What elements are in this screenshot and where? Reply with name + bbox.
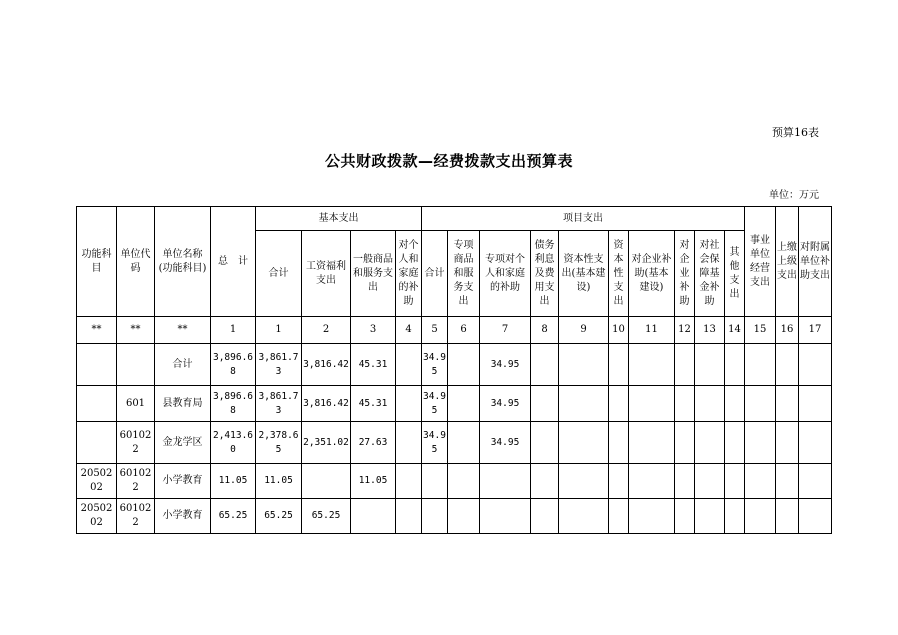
table-row — [77, 464, 832, 499]
table-row — [77, 499, 832, 534]
unit-code-cell — [117, 344, 155, 386]
special-individual-cell — [480, 499, 531, 534]
basic-total-cell: 3,861.73 — [256, 344, 302, 386]
special-goods-cell — [448, 464, 480, 499]
salary-cell: 3,816.42 — [302, 386, 351, 422]
header-subsidy-to-affiliates: 对附属单位补助支出 — [799, 207, 832, 317]
func-subject-cell: 2050202 — [77, 464, 117, 499]
basic-total-cell: 11.05 — [256, 464, 302, 499]
total-cell: 3,896.68 — [211, 386, 256, 422]
budget-table — [76, 206, 832, 534]
header-capital-basic: 资本性支出(基本建设) — [559, 231, 609, 317]
header-func-subject: 功能科目 — [77, 207, 117, 317]
salary-cell: 3,816.42 — [302, 344, 351, 386]
unit-name-cell: 小学教育 — [155, 464, 211, 499]
special-goods-cell — [448, 386, 480, 422]
individual-subsidy-cell — [396, 344, 422, 386]
table-number: 预算16表 — [772, 126, 819, 139]
index-cell: 12 — [675, 317, 695, 344]
unit-name-cell: 合计 — [155, 344, 211, 386]
index-cell: 2 — [302, 317, 351, 344]
header-other: 其他支出 — [725, 231, 745, 317]
special-individual-cell: 34.95 — [480, 386, 531, 422]
unit-code-cell: 601022 — [117, 499, 155, 534]
column-index-row — [77, 317, 832, 344]
func-subject-cell — [77, 344, 117, 386]
header-unit-name: 单位名称(功能科目) — [155, 207, 211, 317]
special-individual-cell: 34.95 — [480, 344, 531, 386]
goods-services-cell — [351, 499, 396, 534]
header-enterprise-subsidy-basic: 对企业补助(基本建设) — [629, 231, 675, 317]
index-cell: 9 — [559, 317, 609, 344]
table-row — [77, 386, 832, 422]
header-goods-services: 一般商品和服务支出 — [351, 231, 396, 317]
header-project-total: 合计 — [422, 231, 448, 317]
header-enterprise-subsidy: 对企业补助 — [675, 231, 695, 317]
total-cell: 2,413.60 — [211, 422, 256, 464]
header-capital: 资本性支出 — [609, 231, 629, 317]
index-cell: 16 — [776, 317, 799, 344]
header-institution-operating: 事业单位经营支出 — [745, 207, 776, 317]
header-individual-subsidy: 对个人和家庭的补助 — [396, 231, 422, 317]
goods-services-cell: 45.31 — [351, 386, 396, 422]
index-cell: 4 — [396, 317, 422, 344]
special-goods-cell — [448, 422, 480, 464]
basic-total-cell: 3,861.73 — [256, 386, 302, 422]
goods-services-cell: 11.05 — [351, 464, 396, 499]
index-cell: 13 — [695, 317, 725, 344]
func-subject-cell — [77, 422, 117, 464]
table-row — [77, 422, 832, 464]
total-cell: 65.25 — [211, 499, 256, 534]
project-total-cell: 34.95 — [422, 422, 448, 464]
header-special-individual: 专项对个人和家庭的补助 — [480, 231, 531, 317]
special-individual-cell: 34.95 — [480, 422, 531, 464]
index-cell: ** — [117, 317, 155, 344]
index-cell: 7 — [480, 317, 531, 344]
goods-services-cell: 45.31 — [351, 344, 396, 386]
index-cell: 6 — [448, 317, 480, 344]
header-unit-code: 单位代码 — [117, 207, 155, 317]
page-title: 公共财政拨款—经费拨款支出预算表 — [324, 152, 573, 170]
project-total-cell — [422, 464, 448, 499]
index-cell: 15 — [745, 317, 776, 344]
func-subject-cell: 2050202 — [77, 499, 117, 534]
individual-subsidy-cell — [396, 422, 422, 464]
goods-services-cell: 27.63 — [351, 422, 396, 464]
index-cell: 14 — [725, 317, 745, 344]
index-cell: ** — [155, 317, 211, 344]
index-cell: 5 — [422, 317, 448, 344]
special-individual-cell — [480, 464, 531, 499]
basic-total-cell: 65.25 — [256, 499, 302, 534]
unit-code-cell: 601 — [117, 386, 155, 422]
total-cell: 11.05 — [211, 464, 256, 499]
table-row — [77, 344, 832, 386]
header-total: 总 计 — [211, 207, 256, 317]
project-total-cell — [422, 499, 448, 534]
header-payment-to-superior: 上缴上级支出 — [776, 207, 799, 317]
salary-cell: 2,351.02 — [302, 422, 351, 464]
individual-subsidy-cell — [396, 464, 422, 499]
unit-name-cell: 小学教育 — [155, 499, 211, 534]
header-project-group: 项目支出 — [422, 207, 745, 231]
index-cell: 1 — [211, 317, 256, 344]
header-salary: 工资福利支出 — [302, 231, 351, 317]
salary-cell — [302, 464, 351, 499]
index-cell: 10 — [609, 317, 629, 344]
individual-subsidy-cell — [396, 499, 422, 534]
index-cell: 8 — [531, 317, 559, 344]
index-cell: 1 — [256, 317, 302, 344]
special-goods-cell — [448, 499, 480, 534]
index-cell: 3 — [351, 317, 396, 344]
header-social-security: 对社会保障基金补助 — [695, 231, 725, 317]
unit-name-cell: 县教育局 — [155, 386, 211, 422]
func-subject-cell — [77, 386, 117, 422]
unit-name-cell: 金龙学区 — [155, 422, 211, 464]
project-total-cell: 34.95 — [422, 386, 448, 422]
index-cell: 11 — [629, 317, 675, 344]
index-cell: ** — [77, 317, 117, 344]
basic-total-cell: 2,378.65 — [256, 422, 302, 464]
unit-code-cell: 601022 — [117, 464, 155, 499]
project-total-cell: 34.95 — [422, 344, 448, 386]
header-debt-interest: 债务利息及费用支出 — [531, 231, 559, 317]
total-cell: 3,896.68 — [211, 344, 256, 386]
header-basic-group: 基本支出 — [256, 207, 422, 231]
header-basic-total: 合计 — [256, 231, 302, 317]
unit-label: 单位：万元 — [769, 190, 819, 201]
individual-subsidy-cell — [396, 386, 422, 422]
special-goods-cell — [448, 344, 480, 386]
unit-code-cell: 601022 — [117, 422, 155, 464]
header-special-goods: 专项商品和服务支出 — [448, 231, 480, 317]
salary-cell: 65.25 — [302, 499, 351, 534]
index-cell: 17 — [799, 317, 832, 344]
